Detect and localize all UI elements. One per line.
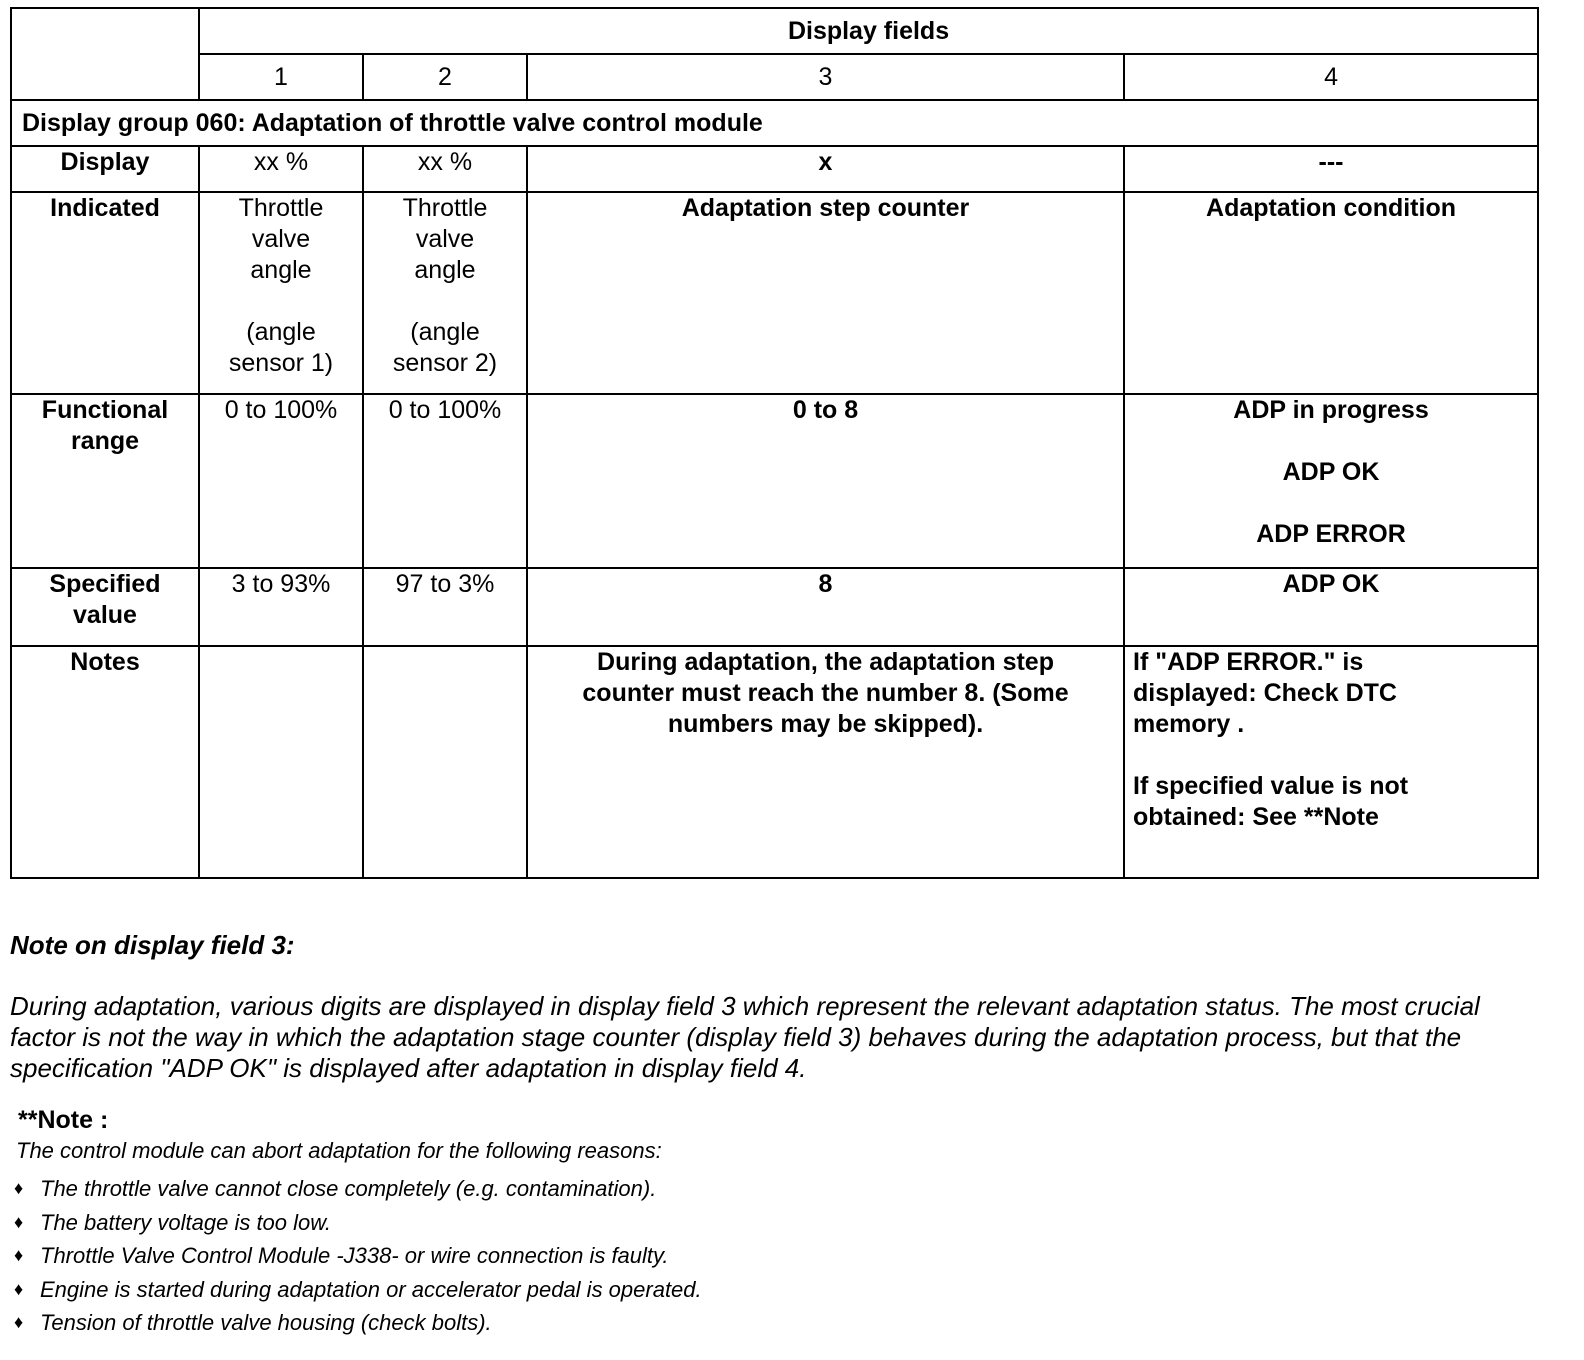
note-field3-body: During adaptation, various digits are displayed in display field 3 which represent the relevant adaptation status. The most crucial factor is not the way in which the adaptation stage counter (display field 3) behaves during the adaptation process, but that the specification "ADP OK" is displayed after adaptation in display field 4. xyxy=(10,991,1480,1083)
table-row xyxy=(11,646,1538,878)
note-intro: The control module can abort adaptation for the following reasons: xyxy=(16,1138,662,1163)
list-item xyxy=(14,1239,702,1273)
spec-cell-2: 97 to 3% xyxy=(363,568,527,646)
list-item xyxy=(14,1206,702,1240)
list-item xyxy=(14,1306,702,1340)
display-cell-1: xx % xyxy=(199,146,363,192)
header-corner-cell xyxy=(11,8,199,100)
indicated-cell-1: Throttle valve angle (angle sensor 1) xyxy=(199,192,363,394)
field-number-2: 2 xyxy=(363,54,527,100)
table-row xyxy=(11,146,1538,192)
display-cell-3: x xyxy=(527,146,1124,192)
spec-cell-4: ADP OK xyxy=(1124,568,1538,646)
display-group-title: Display group 060: Adaptation of throttle valve control module xyxy=(11,100,1538,146)
list-item xyxy=(14,1172,702,1206)
field-number-1: 1 xyxy=(199,54,363,100)
diamond-bullet-icon: ♦ xyxy=(14,1211,24,1232)
range-cell-1: 0 to 100% xyxy=(199,394,363,568)
range-cell-3: 0 to 8 xyxy=(527,394,1124,568)
row-label-functional-range: Functional range xyxy=(11,394,199,568)
display-cell-4: --- xyxy=(1124,146,1538,192)
diamond-bullet-icon: ♦ xyxy=(14,1178,24,1199)
diamond-bullet-icon: ♦ xyxy=(14,1278,24,1299)
note-heading: **Note : xyxy=(18,1106,109,1134)
row-label-indicated: Indicated xyxy=(11,192,199,394)
notes-cell-4: If "ADP ERROR." is displayed: Check DTC memory . If specified value is not obtained: See **Note xyxy=(1124,646,1538,878)
field-numbers-row xyxy=(11,54,1538,100)
list-item xyxy=(14,1273,702,1307)
spec-cell-1: 3 to 93% xyxy=(199,568,363,646)
table-row xyxy=(11,568,1538,646)
reason-text: Tension of throttle valve housing (check bolts). xyxy=(40,1310,492,1336)
table-row xyxy=(11,394,1538,568)
table-row xyxy=(11,192,1538,394)
diamond-bullet-icon: ♦ xyxy=(14,1245,24,1266)
range-cell-4: ADP in progress ADP OK ADP ERROR xyxy=(1124,394,1538,568)
table-header-row xyxy=(11,8,1538,54)
field-number-4: 4 xyxy=(1124,54,1538,100)
note-field3-heading: Note on display field 3: xyxy=(10,930,295,960)
indicated-cell-2: Throttle valve angle (angle sensor 2) xyxy=(363,192,527,394)
display-group-table xyxy=(10,7,1539,879)
abort-reasons-list xyxy=(14,1172,702,1340)
group-title-row xyxy=(11,100,1538,146)
row-label-display: Display xyxy=(11,146,199,192)
row-label-specified-value: Specified value xyxy=(11,568,199,646)
reason-text: Engine is started during adaptation or accelerator pedal is operated. xyxy=(40,1276,702,1302)
notes-cell-2 xyxy=(363,646,527,878)
notes-cell-1 xyxy=(199,646,363,878)
notes-cell-3: During adaptation, the adaptation step counter must reach the number 8. (Some numbers may be skipped). xyxy=(527,646,1124,878)
field-number-3: 3 xyxy=(527,54,1124,100)
reason-text: Throttle Valve Control Module -J338- or wire connection is faulty. xyxy=(40,1243,669,1269)
display-fields-header: Display fields xyxy=(199,8,1538,54)
indicated-cell-3: Adaptation step counter xyxy=(527,192,1124,394)
reason-text: The battery voltage is too low. xyxy=(40,1209,332,1235)
range-cell-2: 0 to 100% xyxy=(363,394,527,568)
row-label-notes: Notes xyxy=(11,646,199,878)
display-cell-2: xx % xyxy=(363,146,527,192)
spec-cell-3: 8 xyxy=(527,568,1124,646)
indicated-cell-4: Adaptation condition xyxy=(1124,192,1538,394)
diamond-bullet-icon: ♦ xyxy=(14,1312,24,1333)
reason-text: The throttle valve cannot close completely (e.g. contamination). xyxy=(40,1176,657,1202)
